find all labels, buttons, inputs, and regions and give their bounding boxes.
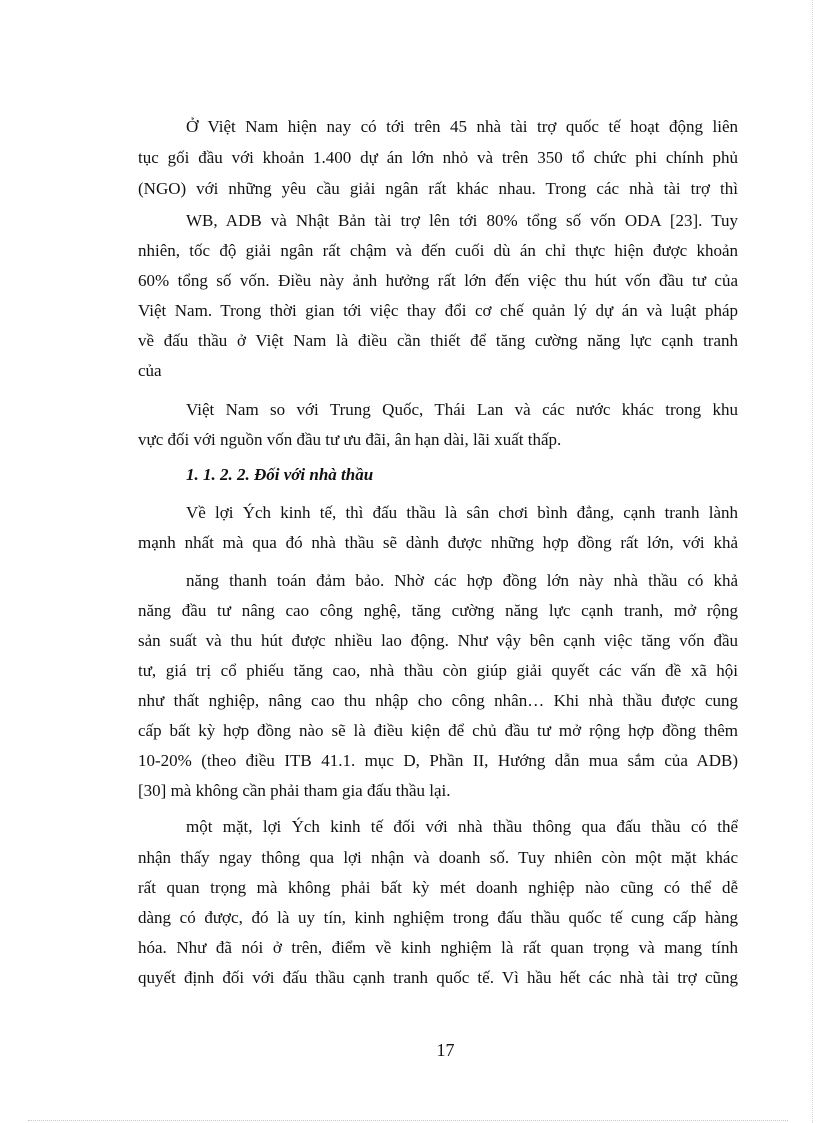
- text-line: rất quan trọng mà không phải bất kỳ mét doanh nghiệp nào cũng có thể dễ: [138, 878, 738, 897]
- text-line: dàng có được, đó là uy tín, kinh nghiệm trong đấu thầu quốc tế cung cấp hàng: [138, 908, 738, 927]
- text-line: mạnh nhất mà qua đó nhà thầu sẽ dành được những hợp đồng rất lớn, với khả: [138, 533, 738, 552]
- page-number: 17: [436, 1040, 455, 1060]
- text-line: [30] mà không cần phải tham gia đấu thầu lại.: [138, 781, 451, 800]
- text-line: năng thanh toán đảm bảo. Nhờ các hợp đồng lớn này nhà thầu có khả: [186, 571, 738, 590]
- text-line: WB, ADB và Nhật Bản tài trợ lên tới 80% tổng số vốn ODA [23]. Tuy: [186, 211, 738, 230]
- text-line: quyết định đối với đấu thầu cạnh tranh quốc tế. Vì hầu hết các nhà tài trợ cũng: [138, 968, 738, 987]
- text-line: của: [138, 361, 162, 380]
- text-line: năng đầu tư nâng cao công nghệ, tăng cường năng lực cạnh tranh, mở rộng: [138, 601, 738, 620]
- text-line: tục gối đầu với khoản 1.400 dự án lớn nhỏ và trên 350 tổ chức phi chính phủ: [138, 148, 738, 167]
- text-line: 10-20% (theo điều ITB 41.1. mục D, Phần II, Hướng dẫn mua sắm của ADB): [138, 751, 738, 770]
- text-line: sản suất và thu hút được nhiều lao động. Như vậy bên cạnh việc tăng vốn đầu: [138, 631, 738, 650]
- text-line: hóa. Như đã nói ở trên, điểm về kinh nghiệm là rất quan trọng và mang tính: [138, 938, 738, 957]
- text-line: một mặt, lợi Ých kinh tế đối với nhà thầu thông qua đấu thầu có thể: [186, 817, 738, 836]
- text-line: nhận thấy ngay thông qua lợi nhận và doanh số. Tuy nhiên còn một mặt khác: [138, 848, 738, 867]
- text-line: 60% tổng số vốn. Điều này ảnh hưởng rất lớn đến việc thu hút vốn đầu tư của: [138, 271, 738, 290]
- page-bottom-border: [28, 1120, 788, 1121]
- text-line: Về lợi Ých kinh tế, thì đấu thầu là sân chơi bình đẳng, cạnh tranh lành: [186, 503, 738, 522]
- text-line: vực đối với nguồn vốn đầu tư ưu đãi, ân hạn dài, lãi xuất thấp.: [138, 430, 562, 449]
- text-line: về đấu thầu ở Việt Nam là điều cần thiết để tăng cường năng lực cạnh tranh: [138, 331, 738, 350]
- text-line: nhiên, tốc độ giải ngân rất chậm và đến cuối dù án chỉ thực hiện được khoản: [138, 241, 738, 260]
- text-line: cấp bất kỳ hợp đồng nào sẽ là điều kiện để chủ đầu tư mở rộng hợp đồng thêm: [138, 721, 738, 740]
- page-right-border: [812, 0, 813, 1123]
- text-line: Việt Nam so với Trung Quốc, Thái Lan và các nước khác trong khu: [186, 400, 738, 419]
- text-line: như thất nghiệp, nâng cao thu nhập cho công nhân… Khi nhà thầu được cung: [138, 691, 738, 710]
- text-line: Việt Nam. Trong thời gian tới việc thay đổi cơ chế quản lý dự án và luật pháp: [138, 301, 738, 320]
- section-heading: 1. 1. 2. 2. Đối với nhà thầu: [186, 465, 374, 484]
- text-line: Ở Việt Nam hiện nay có tới trên 45 nhà tài trợ quốc tế hoạt động liên: [186, 117, 738, 136]
- text-line: tư, giá trị cổ phiếu tăng cao, nhà thầu còn giúp giải quyết các vấn đề xã hội: [138, 661, 738, 680]
- text-line: (NGO) với những yêu cầu giải ngân rất khác nhau. Trong các nhà tài trợ thì: [138, 179, 738, 198]
